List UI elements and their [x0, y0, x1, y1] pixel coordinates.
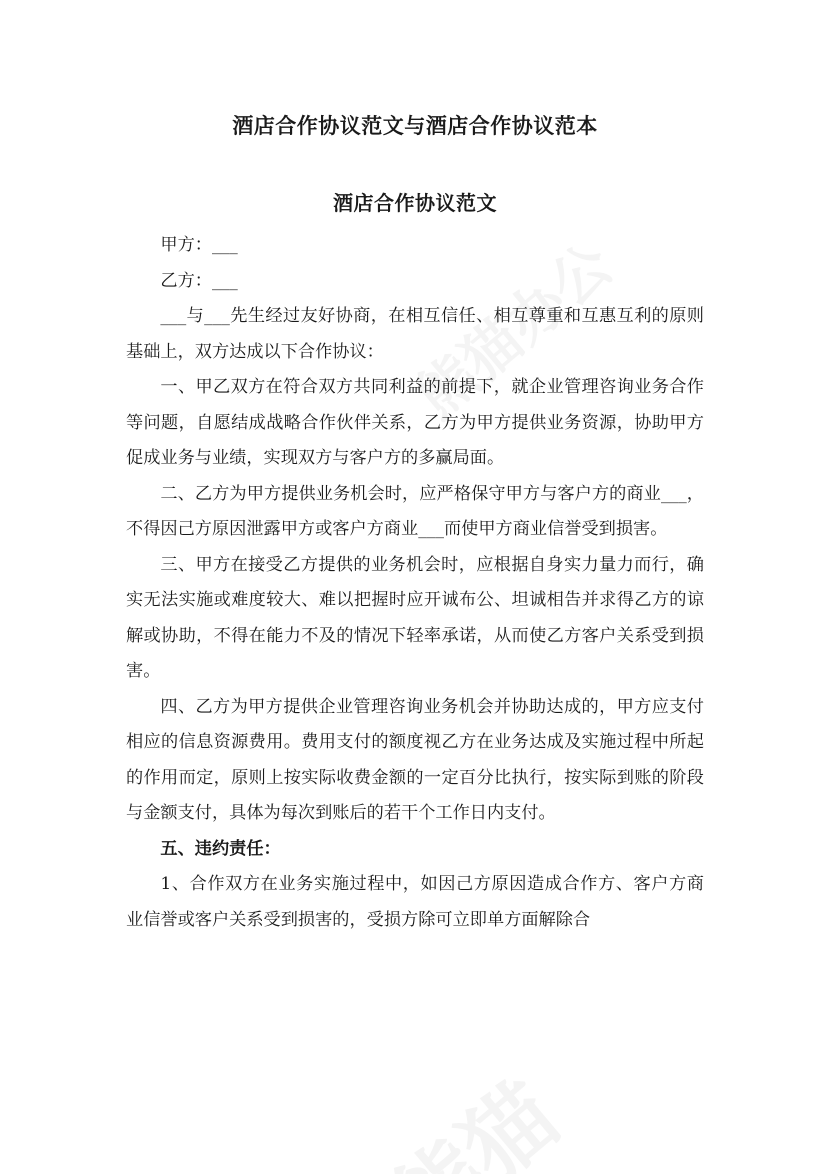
paragraph-liability-1: 1、合作双方在业务实施过程中，如因己方原因造成合作方、客户方商业信誉或客户关系受到损害的，受损方除可立即单方面解除合: [126, 874, 704, 930]
party-b-line: 乙方：___: [160, 270, 238, 291]
section-heading-liability: 五、违约责任：: [160, 838, 281, 859]
paragraph-clause-2: 二、乙方为甲方提供业务机会时，应严格保守甲方与客户方的商业___，不得因己方原因泄露甲方或客户方商业___而使甲方商业信誉受到损害。: [126, 483, 704, 539]
document-subtitle: 酒店合作协议范文: [333, 191, 497, 215]
paragraph-clause-4: 四、乙方为甲方提供企业管理咨询业务机会并协助达成的，甲方应支付相应的信息资源费用。费用支付的额度视乙方在业务达成及实施过程中所起的作用而定，原则上按实际收费金额的一定百分比执行，按实际到账的阶段与金额支付，具体为每次到账后的若干个工作日内支付。: [126, 696, 704, 823]
paragraph-clause-3: 三、甲方在接受乙方提供的业务机会时，应根据自身实力量力而行，确实无法实施或难度较大、难以把握时应开诚布公、坦诚相告并求得乙方的谅解或协助，不得在能力不及的情况下轻率承诺，从而使乙方客户关系受到损害。: [126, 554, 704, 681]
paragraph-intro: ___与___先生经过友好协商，在相互信任、相互尊重和互惠互利的原则基础上，双方达成以下合作协议：: [126, 306, 704, 362]
paragraph-clause-1: 一、甲乙双方在符合双方共同利益的前提下，就企业管理咨询业务合作等问题，自愿结成战略合作伙伴关系，乙方为甲方提供业务资源，协助甲方促成业务与业绩，实现双方与客户方的多赢局面。: [126, 377, 704, 468]
document-title: 酒店合作协议范文与酒店合作协议范本: [232, 113, 598, 138]
party-a-line: 甲方：___: [160, 235, 238, 255]
watermark: [359, 1047, 580, 1174]
document-body: [126, 228, 704, 938]
